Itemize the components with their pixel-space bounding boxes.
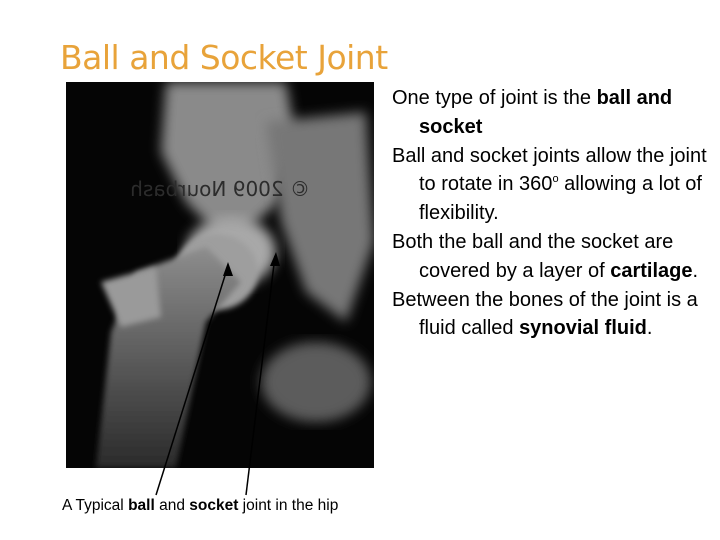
image-caption: A Typical ball and socket joint in the hip [62,497,339,514]
paragraph-joint-type: One type of joint is the ball and socket [392,87,673,138]
slide-title: Ball and Socket Joint [60,38,388,77]
paragraph-rotation: Ball and socket joints allow the joint to rotate in 360$^o$ allowing a lot of flexibility. [392,144,707,225]
paragraph-cartilage: Both the ball and the socket are covered by a layer of cartilage. [392,230,699,282]
hip-xray-image [66,82,374,468]
watermark-text: © 2009 Nourbash [130,177,310,201]
body-text [392,84,710,343]
paragraph-synovial-fluid: Between the bones of the joint is a fluid called synovial fluid. [392,288,698,340]
